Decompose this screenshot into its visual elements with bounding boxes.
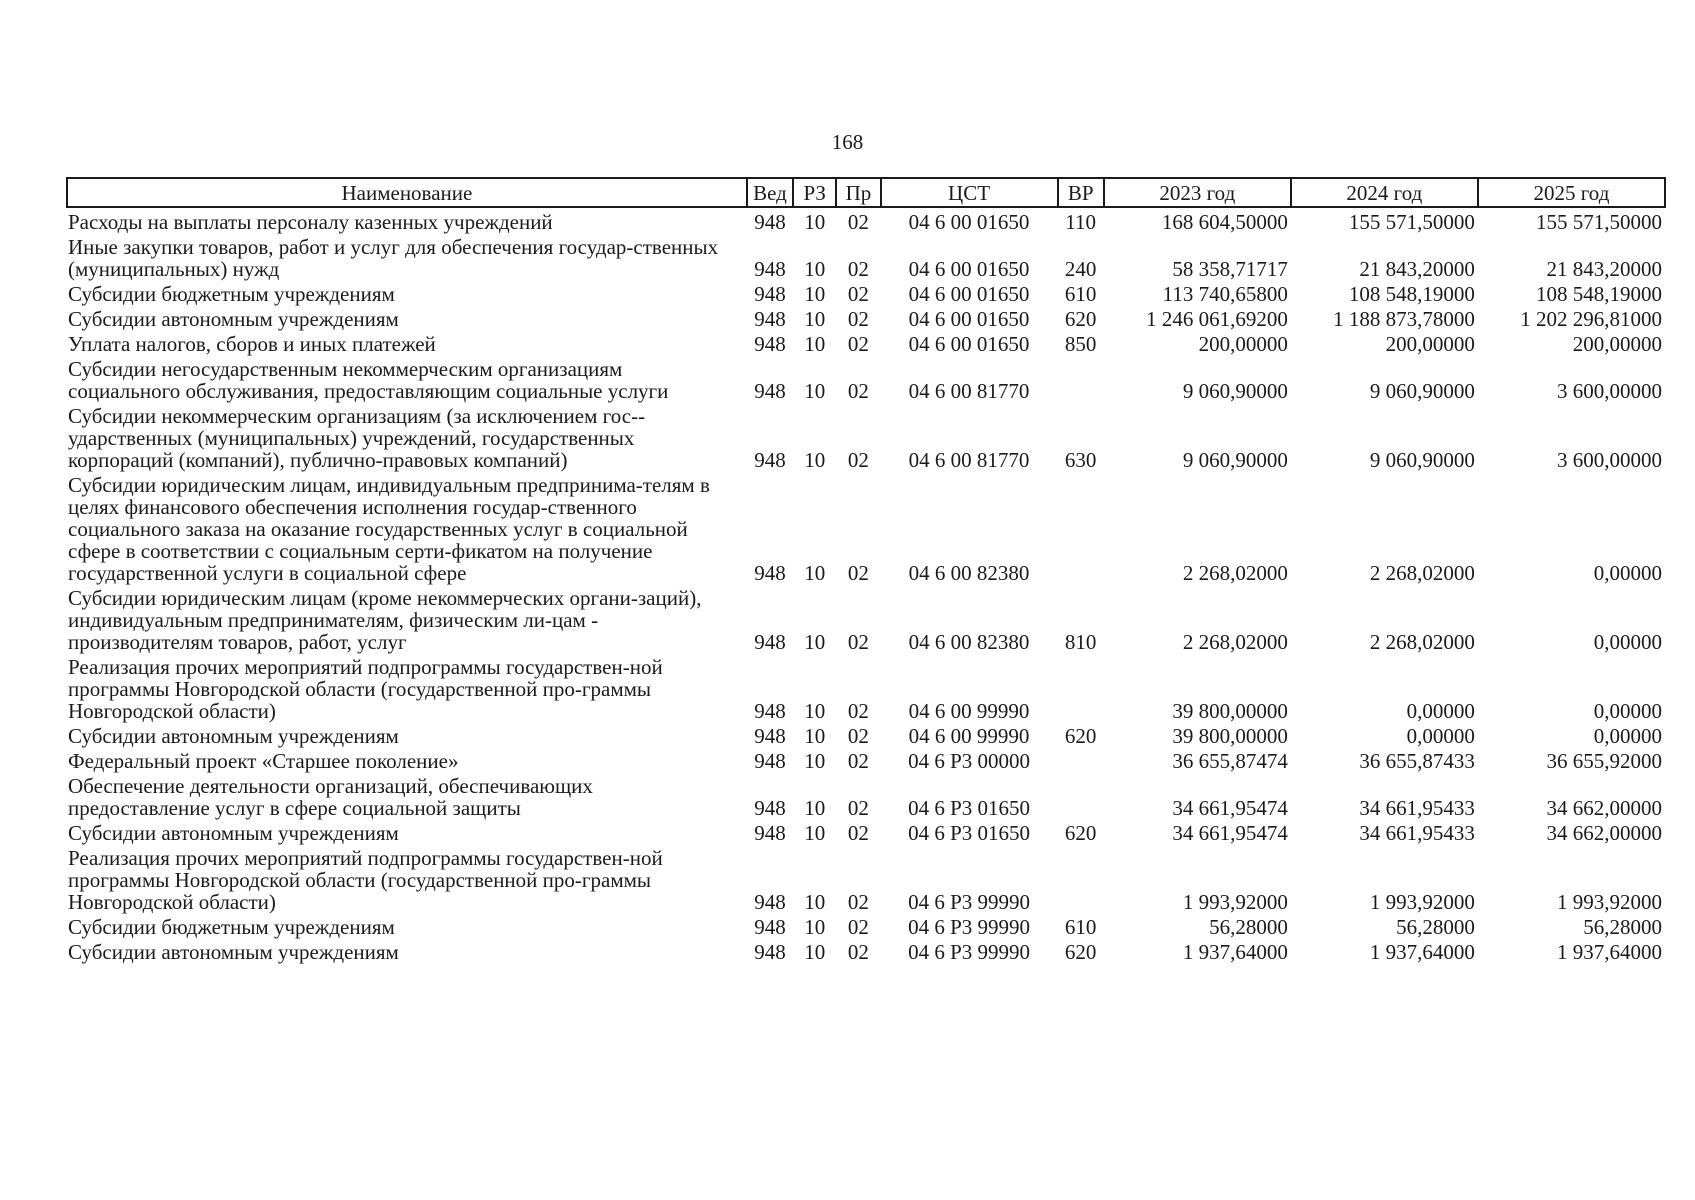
row-pr: 02 [847, 724, 869, 748]
row-amount-2025: 34 662,00000 [1546, 796, 1662, 820]
header-ved: Вед [747, 178, 793, 207]
row-cst: 04 6 Р3 99990 [908, 890, 1030, 914]
row-pr: 02 [847, 379, 869, 403]
row-name: Иные закупки товаров, работ и услуг для обеспечения государ-ственных (муниципальных) нужд [68, 235, 719, 281]
row-rz: 10 [804, 307, 826, 331]
budget-table [66, 177, 1666, 963]
row-vr: 620 [1064, 307, 1097, 331]
row-pr: 02 [847, 915, 869, 939]
row-rz: 10 [804, 210, 826, 234]
table-row [67, 747, 1665, 772]
row-ved: 948 [754, 890, 786, 914]
row-cst: 04 6 00 01650 [908, 257, 1030, 281]
row-cst: 04 6 00 81770 [908, 379, 1030, 403]
table-row [67, 913, 1665, 938]
row-amount-2025: 0,00000 [1593, 630, 1662, 654]
row-amount-2024: 1 937,64000 [1369, 940, 1475, 964]
row-rz: 10 [804, 724, 826, 748]
row-cst: 04 6 00 82380 [908, 630, 1030, 654]
row-amount-2023: 39 800,00000 [1172, 699, 1288, 723]
row-name: Обеспечение деятельности организаций, обеспечивающих предоставление услуг в сфере социальной защиты [68, 774, 593, 820]
row-name: Субсидии автономным учреждениям [68, 940, 399, 964]
header-vr: ВР [1058, 178, 1104, 207]
row-ved: 948 [754, 257, 786, 281]
row-amount-2023: 1 937,64000 [1182, 940, 1288, 964]
row-amount-2025: 1 202 296,81000 [1520, 307, 1662, 331]
table-row [67, 819, 1665, 844]
row-amount-2025: 108 548,19000 [1536, 282, 1662, 306]
row-ved: 948 [754, 699, 786, 723]
row-pr: 02 [847, 821, 869, 845]
row-amount-2024: 2 268,02000 [1369, 561, 1475, 585]
row-rz: 10 [804, 448, 826, 472]
row-amount-2024: 155 571,50000 [1348, 210, 1475, 234]
row-ved: 948 [754, 940, 786, 964]
row-amount-2025: 36 655,92000 [1546, 749, 1662, 773]
table-row [67, 280, 1665, 305]
row-cst: 04 6 Р3 01650 [908, 796, 1030, 820]
row-amount-2024: 2 268,02000 [1369, 630, 1475, 654]
row-cst: 04 6 00 99990 [908, 699, 1030, 723]
row-rz: 10 [804, 561, 826, 585]
row-amount-2024: 34 661,95433 [1359, 796, 1475, 820]
header-year-2023: 2023 год [1104, 178, 1291, 207]
row-amount-2023: 1 993,92000 [1182, 890, 1288, 914]
table-row [67, 722, 1665, 747]
row-pr: 02 [847, 307, 869, 331]
row-vr [1058, 772, 1104, 819]
row-ved: 948 [754, 282, 786, 306]
row-rz: 10 [804, 821, 826, 845]
row-name: Уплата налогов, сборов и иных платежей [68, 332, 436, 356]
row-name: Субсидии автономным учреждениям [68, 821, 399, 845]
row-amount-2025: 21 843,20000 [1546, 257, 1662, 281]
table-row [67, 772, 1665, 819]
row-vr: 810 [1064, 630, 1097, 654]
table-row [67, 584, 1665, 653]
row-pr: 02 [847, 561, 869, 585]
row-cst: 04 6 00 99990 [908, 724, 1030, 748]
row-vr: 620 [1064, 821, 1097, 845]
row-ved: 948 [754, 821, 786, 845]
table-row [67, 233, 1665, 280]
row-cst: 04 6 00 01650 [908, 332, 1030, 356]
row-ved: 948 [754, 307, 786, 331]
row-amount-2025: 1 993,92000 [1557, 890, 1662, 914]
row-ved: 948 [754, 630, 786, 654]
row-rz: 10 [804, 257, 826, 281]
row-name: Субсидии бюджетным учреждениям [68, 282, 395, 306]
table-row [67, 653, 1665, 722]
row-cst: 04 6 Р3 00000 [908, 749, 1030, 773]
row-rz: 10 [804, 332, 826, 356]
row-amount-2025: 0,00000 [1593, 561, 1662, 585]
row-name: Реализация прочих мероприятий подпрограммы государствен-ной программы Новгородской области (государственной про-граммы Новгородской области) [68, 846, 663, 914]
header-name: Наименование [67, 178, 747, 207]
row-vr [1058, 844, 1104, 913]
row-amount-2023: 39 800,00000 [1172, 724, 1288, 748]
row-cst: 04 6 00 01650 [908, 282, 1030, 306]
row-vr: 620 [1064, 940, 1097, 964]
row-pr: 02 [847, 630, 869, 654]
row-vr: 850 [1064, 332, 1097, 356]
row-vr [1058, 355, 1104, 402]
row-amount-2024: 56,28000 [1396, 915, 1475, 939]
row-pr: 02 [847, 796, 869, 820]
row-ved: 948 [754, 796, 786, 820]
row-amount-2025: 3 600,00000 [1557, 448, 1662, 472]
row-amount-2025: 0,00000 [1593, 699, 1662, 723]
row-ved: 948 [754, 332, 786, 356]
row-name: Субсидии автономным учреждениям [68, 724, 399, 748]
row-pr: 02 [847, 257, 869, 281]
header-row [67, 178, 1665, 207]
row-amount-2025: 3 600,00000 [1557, 379, 1662, 403]
table-body [67, 207, 1665, 963]
row-amount-2023: 58 358,71717 [1172, 257, 1288, 281]
row-amount-2024: 21 843,20000 [1359, 257, 1475, 281]
row-amount-2025: 155 571,50000 [1536, 210, 1662, 234]
row-amount-2024: 0,00000 [1406, 724, 1475, 748]
row-ved: 948 [754, 210, 786, 234]
row-amount-2023: 9 060,90000 [1182, 448, 1288, 472]
row-ved: 948 [754, 448, 786, 472]
row-rz: 10 [804, 379, 826, 403]
row-amount-2025: 1 937,64000 [1557, 940, 1662, 964]
row-amount-2025: 34 662,00000 [1546, 821, 1662, 845]
row-amount-2023: 56,28000 [1209, 915, 1288, 939]
row-amount-2023: 200,00000 [1198, 332, 1288, 356]
header-rz: РЗ [793, 178, 836, 207]
row-vr [1058, 747, 1104, 772]
table-row [67, 355, 1665, 402]
table-header [67, 178, 1665, 207]
row-name: Субсидии негосударственным некоммерческим организациям социального обслуживания, предоставляющим социальные услуги [68, 357, 669, 403]
header-year-2024: 2024 год [1291, 178, 1478, 207]
row-cst: 04 6 00 01650 [908, 210, 1030, 234]
table-row [67, 330, 1665, 355]
row-amount-2024: 9 060,90000 [1369, 448, 1475, 472]
row-amount-2023: 34 661,95474 [1172, 796, 1288, 820]
header-year-2025: 2025 год [1478, 178, 1665, 207]
row-name: Субсидии юридическим лицам, индивидуальным предпринима-телям в целях финансового обеспечения исполнения государ-ственного социального заказа на оказание государственных услуг в социальной сфере в соответствии с социальным серти-фикатом на получение государственной услуги в социальной сфере [68, 473, 710, 585]
row-amount-2023: 1 246 061,69200 [1146, 307, 1288, 331]
row-amount-2024: 1 993,92000 [1369, 890, 1475, 914]
row-rz: 10 [804, 796, 826, 820]
row-ved: 948 [754, 749, 786, 773]
row-name: Субсидии юридическим лицам (кроме некоммерческих органи-заций), индивидуальным предпринимателям, физическим ли-цам - производителям товаров, работ, услуг [68, 586, 702, 654]
row-rz: 10 [804, 890, 826, 914]
row-ved: 948 [754, 724, 786, 748]
row-name: Реализация прочих мероприятий подпрограммы государствен-ной программы Новгородской области (государственной про-граммы Новгородской области) [68, 655, 663, 723]
row-vr [1058, 653, 1104, 722]
row-amount-2025: 200,00000 [1572, 332, 1662, 356]
row-vr: 240 [1064, 257, 1097, 281]
row-rz: 10 [804, 940, 826, 964]
row-amount-2023: 34 661,95474 [1172, 821, 1288, 845]
row-pr: 02 [847, 699, 869, 723]
row-rz: 10 [804, 630, 826, 654]
page-number: 168 [831, 130, 864, 154]
row-vr [1058, 471, 1104, 584]
row-pr: 02 [847, 890, 869, 914]
row-pr: 02 [847, 749, 869, 773]
row-name: Федеральный проект «Старшее поколение» [68, 749, 459, 773]
row-amount-2024: 108 548,19000 [1348, 282, 1475, 306]
row-rz: 10 [804, 699, 826, 723]
row-ved: 948 [754, 561, 786, 585]
header-pr: Пр [836, 178, 880, 207]
row-cst: 04 6 00 81770 [908, 448, 1030, 472]
row-name: Расходы на выплаты персоналу казенных учреждений [68, 210, 553, 234]
row-vr: 620 [1064, 724, 1097, 748]
table-row [67, 844, 1665, 913]
row-name: Субсидии некоммерческим организациям (за исключением гос-ударственных (муниципальных) учреждений, государственных корпораций (компаний), публично-правовых компаний) [68, 404, 646, 472]
row-amount-2023: 113 740,65800 [1162, 282, 1288, 306]
row-amount-2023: 9 060,90000 [1182, 379, 1288, 403]
row-amount-2024: 34 661,95433 [1359, 821, 1475, 845]
table-row [67, 938, 1665, 963]
row-amount-2024: 1 188 873,78000 [1333, 307, 1475, 331]
row-pr: 02 [847, 282, 869, 306]
row-vr: 610 [1064, 915, 1097, 939]
row-pr: 02 [847, 448, 869, 472]
table-row [67, 402, 1665, 471]
row-cst: 04 6 00 82380 [908, 561, 1030, 585]
row-pr: 02 [847, 940, 869, 964]
row-rz: 10 [804, 915, 826, 939]
row-amount-2024: 36 655,87433 [1359, 749, 1475, 773]
row-amount-2023: 36 655,87474 [1172, 749, 1288, 773]
row-pr: 02 [847, 210, 869, 234]
row-name: Субсидии автономным учреждениям [68, 307, 399, 331]
row-vr: 610 [1064, 282, 1097, 306]
table-row [67, 471, 1665, 584]
row-cst: 04 6 Р3 01650 [908, 821, 1030, 845]
row-amount-2025: 0,00000 [1593, 724, 1662, 748]
row-vr: 630 [1064, 448, 1097, 472]
row-ved: 948 [754, 915, 786, 939]
row-amount-2024: 200,00000 [1385, 332, 1475, 356]
row-amount-2024: 9 060,90000 [1369, 379, 1475, 403]
row-amount-2023: 168 604,50000 [1161, 210, 1288, 234]
row-amount-2025: 56,28000 [1583, 915, 1662, 939]
table-row [67, 305, 1665, 330]
row-vr: 110 [1065, 210, 1097, 234]
row-amount-2023: 2 268,02000 [1182, 561, 1288, 585]
row-amount-2024: 0,00000 [1406, 699, 1475, 723]
row-name: Субсидии бюджетным учреждениям [68, 915, 395, 939]
table-row [67, 207, 1665, 233]
row-rz: 10 [804, 749, 826, 773]
row-cst: 04 6 Р3 99990 [908, 915, 1030, 939]
row-ved: 948 [754, 379, 786, 403]
header-cst: ЦСТ [881, 178, 1058, 207]
row-cst: 04 6 Р3 99990 [908, 940, 1030, 964]
row-rz: 10 [804, 282, 826, 306]
row-cst: 04 6 00 01650 [908, 307, 1030, 331]
row-amount-2023: 2 268,02000 [1182, 630, 1288, 654]
row-pr: 02 [847, 332, 869, 356]
